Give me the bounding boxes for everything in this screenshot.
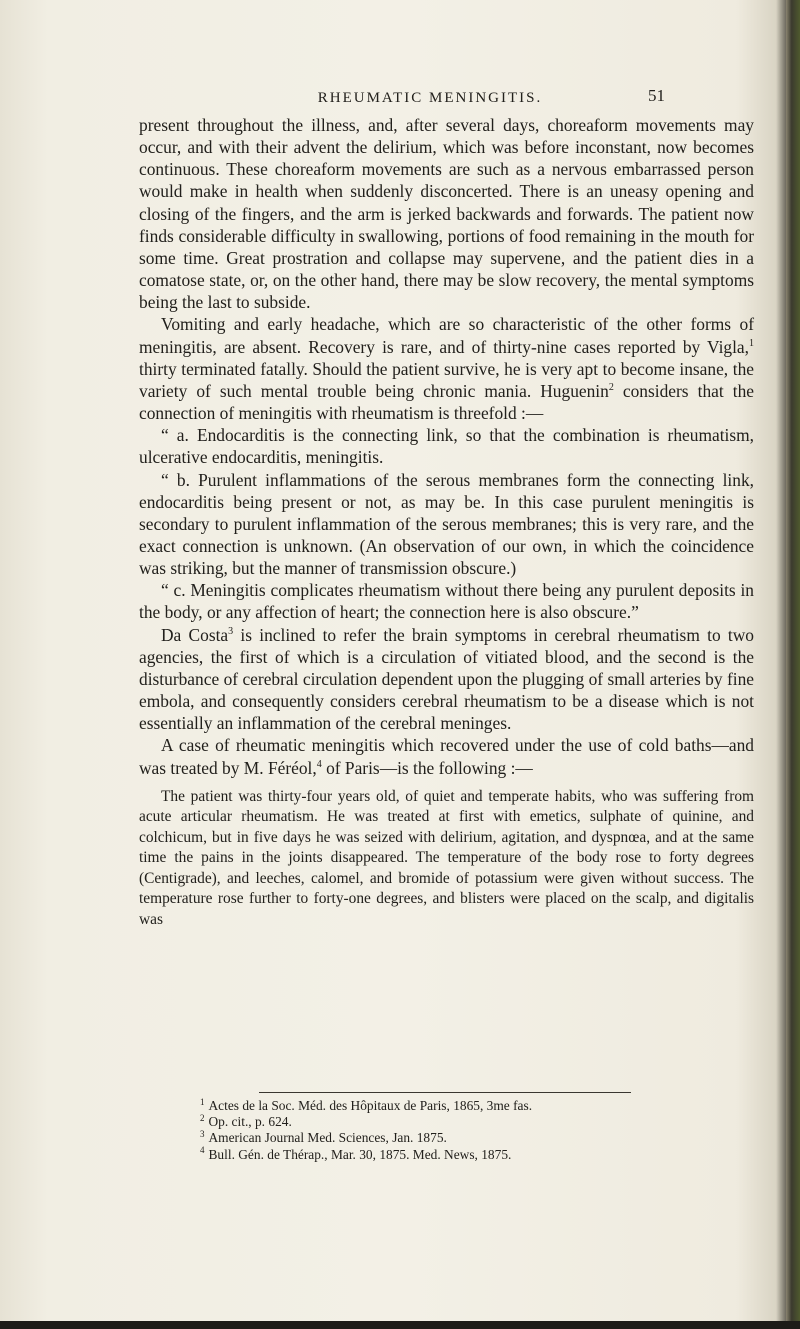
footnote-1 — [200, 1098, 760, 1114]
case-report-paragraph: The patient was thirty-four years old, of quiet and temperate habits, who was suffering from acute articular rheumatism. He was treated at first with emetics, sulphate of quinine, and colchicum, but in five days he was seized with delirium, agitation, and dyspnœa, and at the same time the pains in the joints disappeared. The temperature of the body rose to forty degrees (Centigrade), and leeches, calomel, and bromide of potassium were given without success. The temperature rose further to forty-one degrees, and blisters were placed on the scalp, and digitalis was — [139, 787, 754, 928]
paragraph-7-text-a: A case of rheumatic meningitis which recovered under the use of cold baths—and was treated by M. Féréol, — [139, 735, 754, 778]
footnote-ref-4: 4 — [316, 758, 322, 770]
footnote-3-text: American Journal Med. Sciences, Jan. 1875. — [208, 1130, 447, 1146]
main-text — [139, 114, 754, 930]
footnote-2-text: Op. cit., p. 624. — [208, 1114, 292, 1130]
paragraph-2-text-a: Vomiting and early headache, which are so characteristic of the other forms of meningitis, are absent. Recovery is rare, and of thirty-nine cases reported by Vigla, — [139, 314, 754, 357]
footnote-2-mark: 2 — [200, 1112, 205, 1123]
paragraph-1: present throughout the illness, and, after several days, choreaform movements may occur, and with their advent the delirium, which was before inconstant, now becomes continuous. These choreaform movements are such as a nervous embarrassed person would make in health when suddenly disconcerted. There is an uneasy opening and closing of the fingers, and the arm is jerked backwards and forwards. The patient now finds considerable difficulty in swallowing, portions of food remaining in the mouth for some time. Great prostration and collapse may supervene, and the patient dies in a comatose state, or, on the other hand, there may be slow recovery, the mental symptoms being the last to subside. — [139, 115, 754, 313]
footnote-4 — [200, 1147, 760, 1163]
footnote-1-text: Actes de la Soc. Méd. des Hôpitaux de Paris, 1865, 3me fas. — [208, 1098, 533, 1113]
footnote-1-mark: 1 — [200, 1096, 205, 1107]
footnote-3 — [200, 1130, 760, 1146]
page-bottom-edge — [0, 1321, 800, 1329]
footnote-rule — [259, 1092, 631, 1093]
footnote-3-mark: 3 — [200, 1128, 205, 1139]
paragraph-3: “ a. Endocarditis is the connecting link, so that the combination is rheumatism, ulcerative endocarditis, meningitis. — [139, 425, 754, 468]
paragraph-6 — [139, 624, 754, 735]
paragraph-6-text-b: is inclined to refer the brain symptoms in cerebral rheumatism to two agencies, the first of which is a circulation of vitiated blood, and the second is the disturbance of cerebral circulation dependent upon the plugging of small arteries by fine embola, and consequently considers cerebral rheumatism to be a disease which is not essentially an inflammation of the cerebral meninges. — [139, 624, 754, 734]
footnote-4-mark: 4 — [200, 1145, 205, 1156]
paragraph-7-text-b: of Paris—is the following :— — [321, 757, 533, 778]
footnote-ref-1: 1 — [749, 337, 754, 349]
running-title: RHEUMATIC MENINGITIS. — [317, 90, 543, 106]
paragraph-5: “ c. Meningitis complicates rheumatism without there being any purulent deposits in the body, or any affection of heart; the connection here is also obscure.” — [139, 580, 754, 623]
footnote-2 — [200, 1114, 760, 1130]
footnote-4-text: Bull. Gén. de Thérap., Mar. 30, 1875. Med. News, 1875. — [208, 1146, 512, 1162]
running-head — [0, 90, 800, 107]
paragraph-6-text-a: Da Costa — [161, 624, 229, 645]
footnotes — [200, 1098, 760, 1163]
paragraph-2-text-b: thirty terminated fatally. Should the patient survive, he is very apt to become insane, the variety of such mental trouble being chronic mania. Huguenin — [139, 358, 754, 401]
footnote-ref-2: 2 — [608, 382, 614, 394]
paragraph-2 — [139, 313, 754, 424]
footnote-ref-3: 3 — [228, 625, 234, 637]
paragraph-7 — [139, 734, 754, 778]
paragraph-2-text-c: considers that the connection of meningitis with rheumatism is threefold :— — [139, 380, 754, 424]
paragraph-4: “ b. Purulent inflammations of the serous membranes form the connecting link, endocarditis being present or not, as may be. In this case purulent meningitis is secondary to purulent inflammation of the serous membranes; this is very rare, and the exact connection is unknown. (An observation of our own, in which the coincidence was striking, but the manner of transmission obscure.) — [139, 469, 754, 579]
page-number: 51 — [648, 86, 665, 105]
page-edge-shadow — [786, 0, 800, 1329]
